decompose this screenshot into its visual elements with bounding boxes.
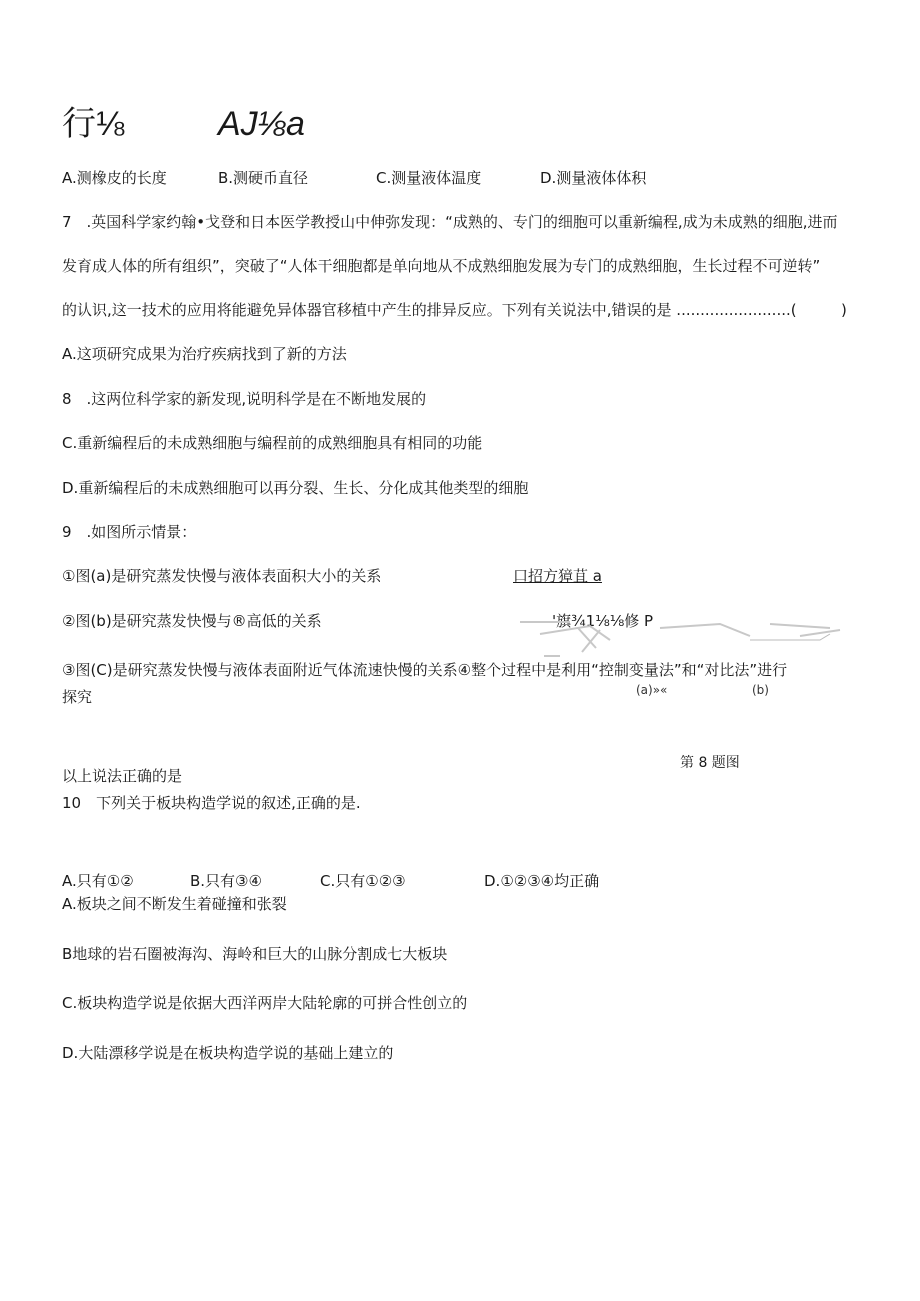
- fig-label-b: (b): [752, 683, 769, 697]
- figure-stroke: [540, 626, 610, 640]
- figure-caption: 第 8 题图: [680, 755, 740, 771]
- q7-option-a: A.这项研究成果为治疗疾病找到了新的方法: [62, 345, 347, 363]
- q7-option-c: C.重新编程后的未成熟细胞与编程前的成熟细胞具有相同的功能: [62, 434, 483, 452]
- fig-label-a: (a)»«: [636, 683, 668, 697]
- q9-item-1-right-text: 口招方獐苴 a: [513, 567, 602, 585]
- q7-stem-line3: 的认识,这一技术的应用将能避免异体器官移植中产生的排异反应。下列有关说法中,错误的是 ........................(: [62, 301, 797, 319]
- figure-stroke: [770, 624, 830, 628]
- q7-option-b: 8 .这两位科学家的新发现,说明科学是在不断地发展的: [62, 390, 427, 408]
- q7-answer-bracket-close: ): [841, 301, 847, 319]
- q9-item-3: ③图(C)是研究蒸发快慢与液体表面附近气体流速快慢的关系④整个过程中是利用“控制变量法”和“对比法”进行: [62, 661, 788, 679]
- q9-item-2-right-text: '旗¾1⅛⅛修 P: [552, 612, 654, 630]
- q9-option-a: A.只有①②: [62, 872, 134, 890]
- q6-option-d: D.测量液体体积: [540, 169, 647, 187]
- q9-option-c: C.只有①②③: [320, 872, 406, 890]
- q9-item-1: ①图(a)是研究蒸发快慢与液体表面积大小的关系: [62, 567, 382, 585]
- q9-option-b: B.只有③④: [190, 872, 262, 890]
- q10-option-d: D.大陆漂移学说是在板块构造学说的基础上建立的: [62, 1044, 394, 1062]
- q7-stem-line2: 发育成人体的所有组织”，突破了“人体干细胞都是单向地从不成熟细胞发展为专门的成熟细胞，生长过程不可逆转”: [62, 257, 821, 275]
- q9-intro: 9 .如图所示情景：: [62, 523, 197, 541]
- q6-option-c: C.测量液体温度: [376, 169, 482, 187]
- figure-stroke: [660, 624, 750, 636]
- q10-stem: 10 下列关于板块构造学说的叙述,正确的是.: [62, 794, 361, 812]
- figure-stroke: [750, 634, 830, 640]
- q9-question: 以上说法正确的是: [62, 767, 183, 785]
- q9-item-2: ②图(b)是研究蒸发快慢与®高低的关系: [62, 612, 322, 630]
- figure-stroke: [800, 630, 840, 636]
- q9-item-3-continued: 探究: [62, 688, 93, 706]
- header-left-text: 行⅛: [62, 105, 125, 143]
- q7-stem-line1: 7 .英国科学家约翰•戈登和日本医学教授山中伸弥发现：“成熟的、专门的细胞可以重新编程,成为未成熟的细胞,进而: [62, 213, 838, 231]
- q10-option-c: C.板块构造学说是依据大西洋两岸大陆轮廓的可拼合性创立的: [62, 994, 468, 1012]
- q7-option-d: D.重新编程后的未成熟细胞可以再分裂、生长、分化成其他类型的细胞: [62, 479, 529, 497]
- header-right-text: AJ⅛a: [218, 105, 305, 143]
- q10-option-a: A.板块之间不断发生着碰撞和张裂: [62, 895, 287, 913]
- q9-option-d: D.①②③④均正确: [484, 872, 600, 890]
- q6-option-b: B.测硬币直径: [218, 169, 309, 187]
- q10-option-b: B地球的岩石圈被海沟、海岭和巨大的山脉分割成七大板块: [62, 945, 448, 963]
- q6-option-a: A.测橡皮的长度: [62, 169, 167, 187]
